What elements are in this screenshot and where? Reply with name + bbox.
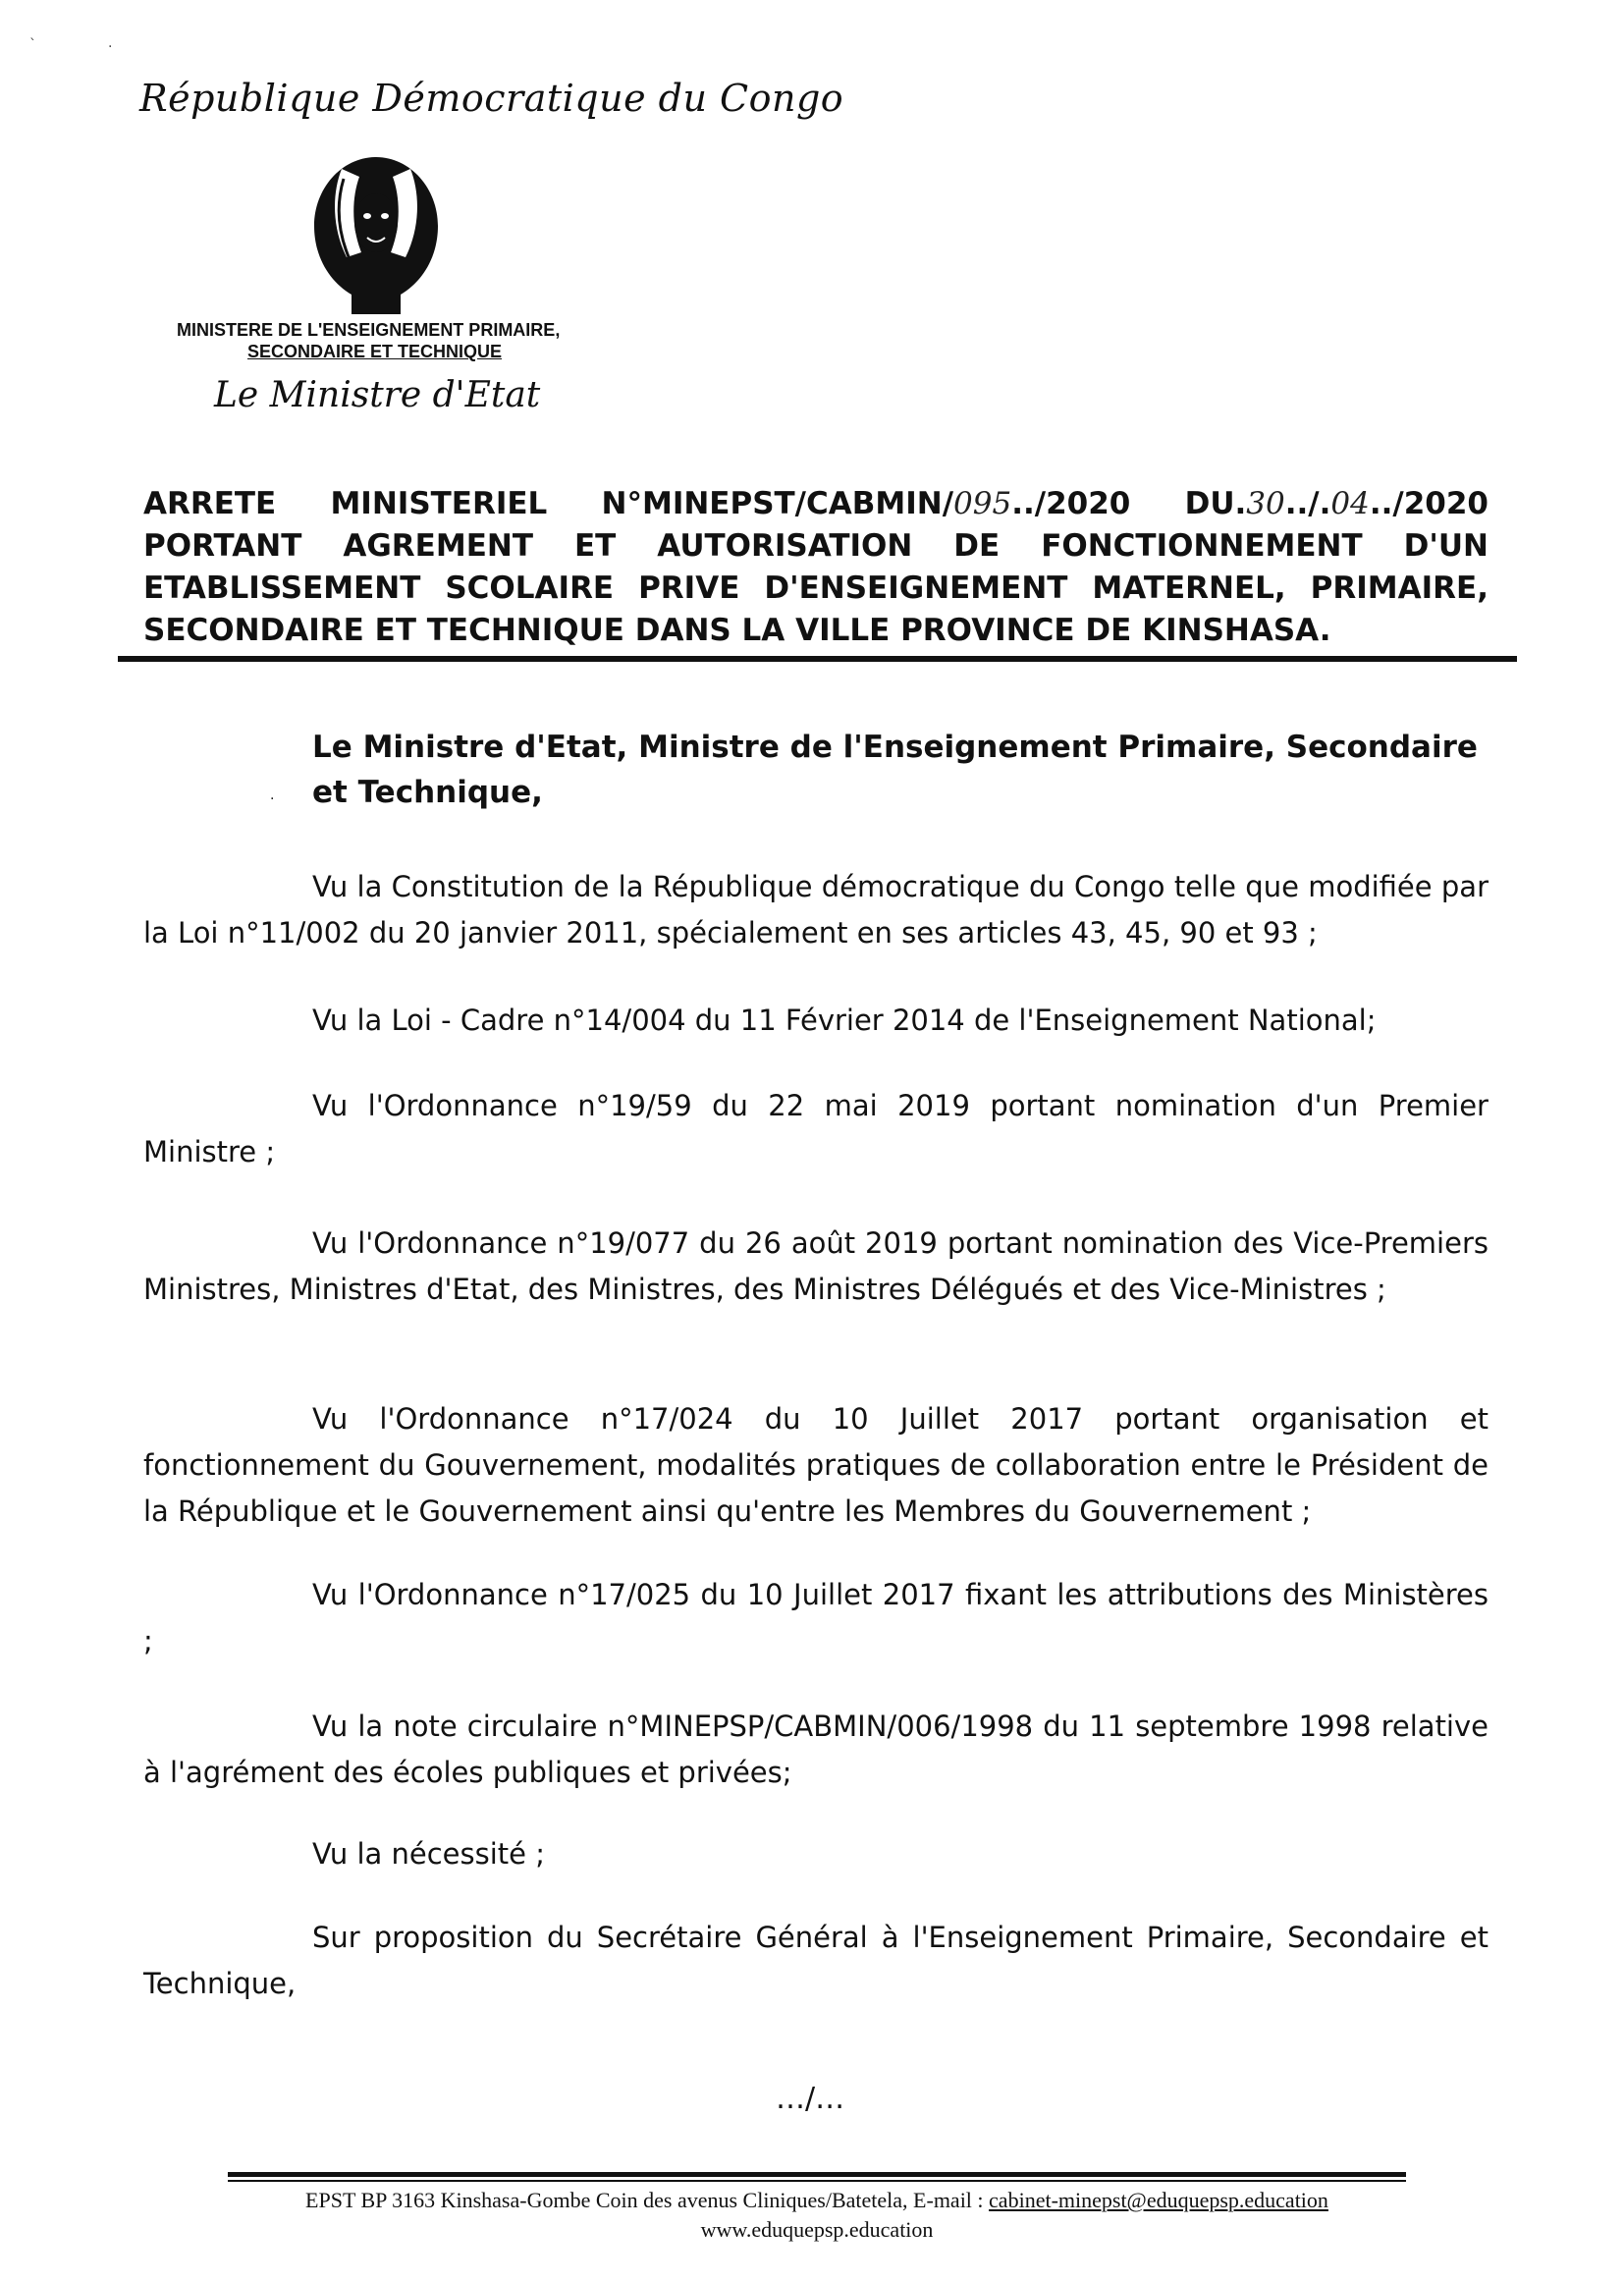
paragraph-necessite bbox=[143, 1831, 1489, 1877]
handwritten-number: 095 bbox=[953, 486, 1012, 521]
paragraph-text: Sur proposition du Secrétaire Général à l'Enseignement Primaire, Secondaire et Technique, bbox=[143, 1921, 1489, 2000]
title-text: ../2020 bbox=[1369, 486, 1489, 521]
footer-divider-thin bbox=[228, 2180, 1406, 2182]
ministry-name-line1: MINISTERE DE L'ENSEIGNEMENT PRIMAIRE, bbox=[177, 320, 561, 340]
handwritten-day: 30 bbox=[1246, 486, 1285, 521]
scan-mark: · bbox=[270, 791, 275, 807]
paragraph-text: Vu l'Ordonnance n°17/024 du 10 Juillet 2017 portant organisation et fonctionnement du Gouvernement, modalités pratiques de collaboration entre le Président de la République et le Gouvernement ainsi qu'entre les Membres du Gouvernement ; bbox=[143, 1402, 1489, 1528]
paragraph-text: Vu la note circulaire n°MINEPSP/CABMIN/006/1998 du 11 septembre 1998 relative à l'agrément des écoles publiques et privées; bbox=[143, 1710, 1489, 1789]
decree-title-line1 bbox=[143, 483, 1489, 525]
footer-address bbox=[228, 2188, 1406, 2213]
paragraph-constitution bbox=[143, 864, 1489, 956]
title-divider bbox=[118, 656, 1517, 662]
decree-title-line2: PORTANT AGREMENT ET AUTORISATION DE FONCTIONNEMENT D'UN bbox=[143, 528, 1489, 564]
paragraph-ordonnance-premier-ministre bbox=[143, 1083, 1489, 1175]
paragraph-text: Vu l'Ordonnance n°17/025 du 10 Juillet 2017 fixant les attributions des Ministères ; bbox=[143, 1578, 1489, 1657]
title-text: ../. bbox=[1284, 486, 1331, 521]
handwritten-month: 04 bbox=[1330, 486, 1370, 521]
decree-title-line4: SECONDAIRE ET TECHNIQUE DANS LA VILLE PROVINCE DE KINSHASA. bbox=[143, 613, 1331, 648]
footer-divider bbox=[228, 2172, 1406, 2177]
title-text: ../2020 DU. bbox=[1011, 486, 1247, 521]
republic-name: République Démocratique du Congo bbox=[139, 77, 844, 120]
paragraph-text: Vu l'Ordonnance n°19/59 du 22 mai 2019 portant nomination d'un Premier Ministre ; bbox=[143, 1089, 1489, 1168]
paragraph-ordonnance-vice-premiers bbox=[143, 1221, 1489, 1313]
paragraph-ordonnance-attributions bbox=[143, 1572, 1489, 1664]
paragraph-note-circulaire bbox=[143, 1704, 1489, 1796]
paragraph-text: Vu la Loi - Cadre n°14/004 du 11 Février 2014 de l'Enseignement National; bbox=[312, 1004, 1377, 1037]
minister-heading: Le Ministre d'Etat, Ministre de l'Enseignement Primaire, Secondaire et Technique, bbox=[312, 730, 1478, 810]
decree-title-line3: ETABLISSEMENT SCOLAIRE PRIVE D'ENSEIGNEMENT MATERNEL, PRIMAIRE, bbox=[143, 570, 1489, 606]
ministre-title: Le Ministre d'Etat bbox=[214, 375, 541, 415]
drc-coat-of-arms-leopard-icon bbox=[302, 149, 450, 316]
title-text: ARRETE MINISTERIEL N°MINEPST/CABMIN/ bbox=[143, 486, 954, 521]
decree-title bbox=[143, 483, 1489, 652]
ministry-name-line2: SECONDAIRE ET TECHNIQUE bbox=[247, 342, 503, 361]
scan-mark: ` bbox=[29, 37, 36, 53]
paragraph-ordonnance-gouvernement bbox=[143, 1396, 1489, 1535]
footer-website-link[interactable]: www.eduquepsp.education bbox=[700, 2217, 934, 2242]
footer-email-link[interactable]: cabinet-minepst@eduquepsp.education bbox=[989, 2188, 1328, 2212]
paragraph-text: Vu la Constitution de la République démocratique du Congo telle que modifiée par la Loi n°11/002 du 20 janvier 2011, spécialement en ses articles 43, 45, 90 et 93 ; bbox=[143, 870, 1489, 950]
paragraph-text: Vu l'Ordonnance n°19/077 du 26 août 2019 portant nomination des Vice-Premiers Ministres, Ministres d'Etat, des Ministres, des Ministres Délégués et des Vice-Ministres ; bbox=[143, 1226, 1489, 1306]
scan-mark: · bbox=[108, 39, 113, 55]
footer-address-text: EPST BP 3163 Kinshasa-Gombe Coin des avenus Cliniques/Batetela, E-mail : bbox=[305, 2188, 990, 2212]
paragraph-proposition bbox=[143, 1915, 1489, 2007]
page-continuation: …/… bbox=[776, 2082, 845, 2116]
paragraph-text: Vu la nécessité ; bbox=[312, 1837, 545, 1871]
paragraph-loi-cadre bbox=[143, 998, 1489, 1044]
